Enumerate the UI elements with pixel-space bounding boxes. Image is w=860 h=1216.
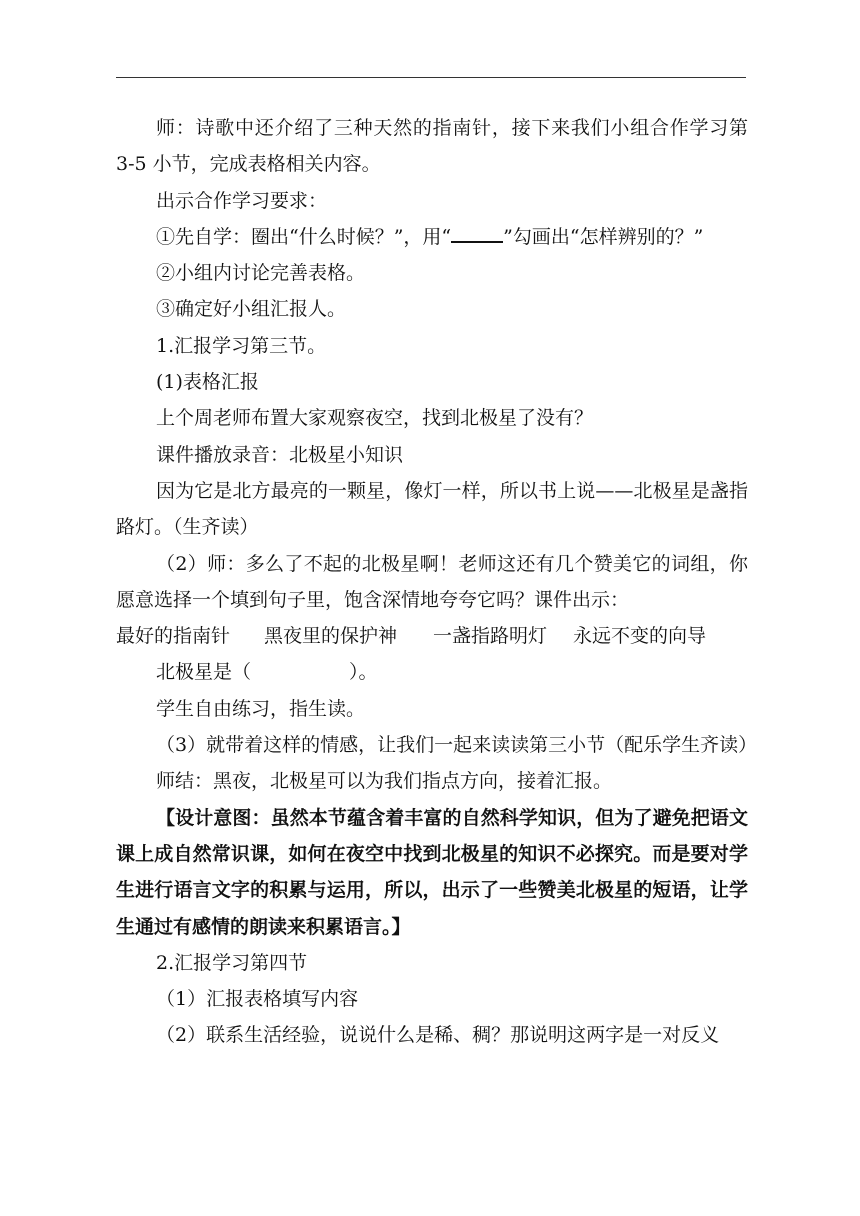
paragraph-report-table: （1）汇报表格填写内容 [156, 988, 359, 1011]
paragraph-teacher-summary: 师结：黑夜，北极星可以为我们指点方向，接着汇报。 [156, 770, 613, 793]
paragraph-fill-sentence [116, 654, 748, 690]
paragraph-life-experience: （2）联系生活经验，说说什么是稀、稠？那说明这两字是一对反义 [156, 1024, 720, 1047]
phrase-item: 一盏指路明灯 [433, 625, 548, 648]
phrase-item: 永远不变的向导 [573, 625, 707, 648]
paragraph-requirement-1 [116, 219, 748, 255]
paragraph-brightest-star: 因为它是北方最亮的一颗星，像灯一样，所以书上说——北极星是盏指路灯。（生齐读） [116, 479, 748, 539]
paragraph-practice: 学生自由练习，指生读。 [156, 697, 366, 720]
paragraph-teacher-praise: （2）师：多么了不起的北极星啊！老师这还有几个赞美它的词组，你愿意选择一个填到句子里，饱含深情地夸夸它吗？课件出示： [116, 552, 748, 611]
paragraph-table-report: (1)表格汇报 [156, 371, 259, 394]
paragraph-requirement-3: ③确定好小组汇报人。 [156, 298, 347, 321]
paragraph-observe-sky: 上个周老师布置大家观察夜空，找到北极星了没有？ [156, 407, 594, 430]
requirement-1-text-a: ①先自学：圈出“什么时候？”，用“ [156, 225, 452, 248]
fill-sentence-a: 北极星是（ [156, 661, 252, 684]
requirement-1-text-b: ”勾画出“怎样辨别的？” [503, 225, 704, 248]
heading-section-3: 1.汇报学习第三节。 [156, 334, 327, 357]
phrase-item: 最好的指南针 [116, 625, 231, 648]
paragraph-design-intent: 【设计意图：虽然本节蕴含着丰富的自然科学知识，但为了避免把语文课上成自然常识课，如何在夜空中找到北极星的知识不必探究。而是要对学生进行语言文字的积累与运用，所以，出示了一些赞美北极星的短语，让学生通过有感情的朗读来积累语言。】 [116, 806, 748, 938]
underline-blank [451, 223, 503, 243]
fill-sentence-b: ）。 [349, 661, 378, 684]
header-rule [116, 77, 746, 78]
document-body [116, 110, 758, 1054]
phrase-list [116, 618, 748, 654]
paragraph-read-together: （3）就带着这样的情感，让我们一起来读读第三小节（配乐学生齐读） [156, 734, 758, 757]
paragraph-teacher-intro: 师：诗歌中还介绍了三种天然的指南针，接下来我们小组合作学习第 3-5 小节，完成表格相关内容。 [116, 117, 748, 176]
paragraph-audio: 课件播放录音：北极星小知识 [156, 443, 404, 466]
heading-section-4: 2.汇报学习第四节 [156, 951, 308, 974]
paragraph-requirements-title: 出示合作学习要求： [156, 189, 328, 212]
phrase-item: 黑夜里的保护神 [264, 625, 398, 648]
paragraph-requirement-2: ②小组内讨论完善表格。 [156, 262, 366, 285]
